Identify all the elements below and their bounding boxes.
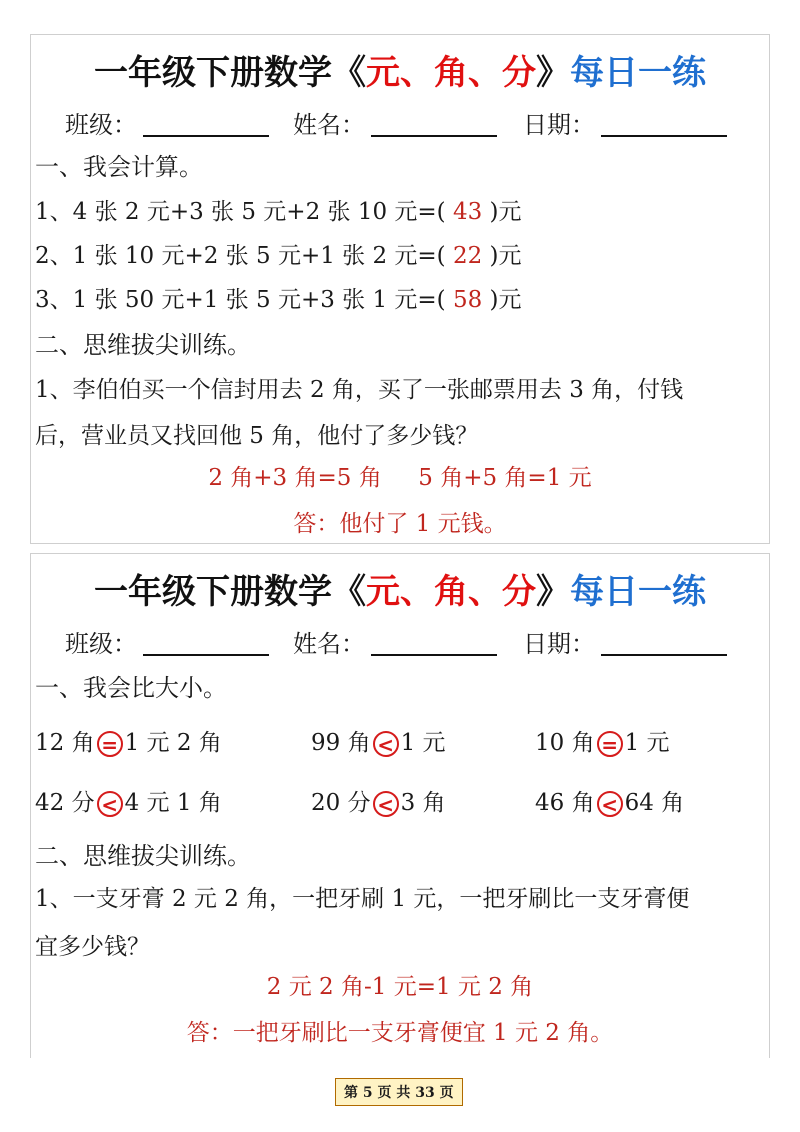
class-blank[interactable] [143, 135, 269, 137]
compare-symbol-circle: = [597, 731, 623, 757]
solution-steps: 2 角+3 角=5 角 5 角+5 角=1 元 [208, 465, 592, 491]
class-field[interactable] [65, 624, 269, 659]
compare-symbol-circle: < [597, 791, 623, 817]
class-label: 班级： [65, 630, 137, 658]
section-heading: 一、我会比大小。 [35, 674, 227, 702]
title-tag: 每日一练 [570, 572, 706, 612]
page-number-footer: 第 5 页 共 33 页 [335, 1078, 463, 1106]
answer-statement: 答：他付了 1 元钱。 [293, 511, 507, 537]
worksheet-title [31, 564, 769, 613]
word-problem-line: 1、一支牙膏 2 元 2 角，一把牙刷 1 元，一把牙刷比一支牙膏便 [35, 886, 690, 912]
date-blank[interactable] [601, 654, 727, 656]
class-label: 班级： [65, 111, 137, 139]
title-topic: 元、角、分 [366, 572, 536, 612]
compare-symbol-circle: < [373, 731, 399, 757]
worksheet-2 [30, 553, 770, 1058]
title-suffix: 》 [536, 572, 570, 612]
title-topic: 元、角、分 [366, 53, 536, 93]
compare-item: 46 角 < 64 角 [535, 790, 685, 817]
compare-item: 12 角 = 1 元 2 角 [35, 730, 222, 757]
class-blank[interactable] [143, 654, 269, 656]
calc-answer: 58 [445, 287, 490, 313]
date-label: 日期： [523, 630, 595, 658]
name-label: 姓名： [293, 630, 365, 658]
name-label: 姓名： [293, 111, 365, 139]
compare-item: 10 角 = 1 元 [535, 730, 670, 757]
date-blank[interactable] [601, 135, 727, 137]
worksheet-title [31, 45, 769, 94]
date-label: 日期： [523, 111, 595, 139]
calc-question: 3、1 张 50 元+1 张 5 元+3 张 1 元=( 58 )元 [35, 287, 522, 313]
compare-symbol-circle: < [373, 791, 399, 817]
compare-item: 20 分 < 3 角 [311, 790, 446, 817]
compare-row [31, 784, 769, 818]
compare-item: 42 分 < 4 元 1 角 [35, 790, 222, 817]
solution-steps: 2 元 2 角-1 元=1 元 2 角 [266, 974, 534, 1000]
name-field[interactable] [293, 624, 497, 659]
name-blank[interactable] [371, 654, 497, 656]
title-prefix: 一年级下册数学《 [94, 572, 366, 612]
answer-statement: 答：一把牙刷比一支牙膏便宜 1 元 2 角。 [186, 1020, 614, 1046]
section-heading: 二、思维拔尖训练。 [35, 842, 251, 870]
word-problem-line: 宜多少钱？ [35, 934, 150, 960]
word-problem-line: 后，营业员又找回他 5 角，他付了多少钱？ [35, 423, 479, 449]
date-field[interactable] [523, 624, 727, 659]
compare-item: 99 角 < 1 元 [311, 730, 446, 757]
calc-question: 1、4 张 2 元+3 张 5 元+2 张 10 元=( 43 )元 [35, 199, 522, 225]
name-blank[interactable] [371, 135, 497, 137]
word-problem-line: 1、李伯伯买一个信封用去 2 角，买了一张邮票用去 3 角，付钱 [35, 377, 684, 403]
calc-answer: 43 [445, 199, 490, 225]
title-suffix: 》 [536, 53, 570, 93]
section-heading: 二、思维拔尖训练。 [35, 331, 251, 359]
compare-row [31, 724, 769, 758]
calc-answer: 22 [445, 243, 490, 269]
student-info-row [31, 624, 769, 656]
class-field[interactable] [65, 105, 269, 140]
name-field[interactable] [293, 105, 497, 140]
calc-question: 2、1 张 10 元+2 张 5 元+1 张 2 元=( 22 )元 [35, 243, 522, 269]
title-tag: 每日一练 [570, 53, 706, 93]
compare-symbol-circle: = [97, 731, 123, 757]
section-heading: 一、我会计算。 [35, 153, 203, 181]
title-prefix: 一年级下册数学《 [94, 53, 366, 93]
student-info-row [31, 105, 769, 137]
compare-symbol-circle: < [97, 791, 123, 817]
date-field[interactable] [523, 105, 727, 140]
worksheet-1 [30, 34, 770, 544]
